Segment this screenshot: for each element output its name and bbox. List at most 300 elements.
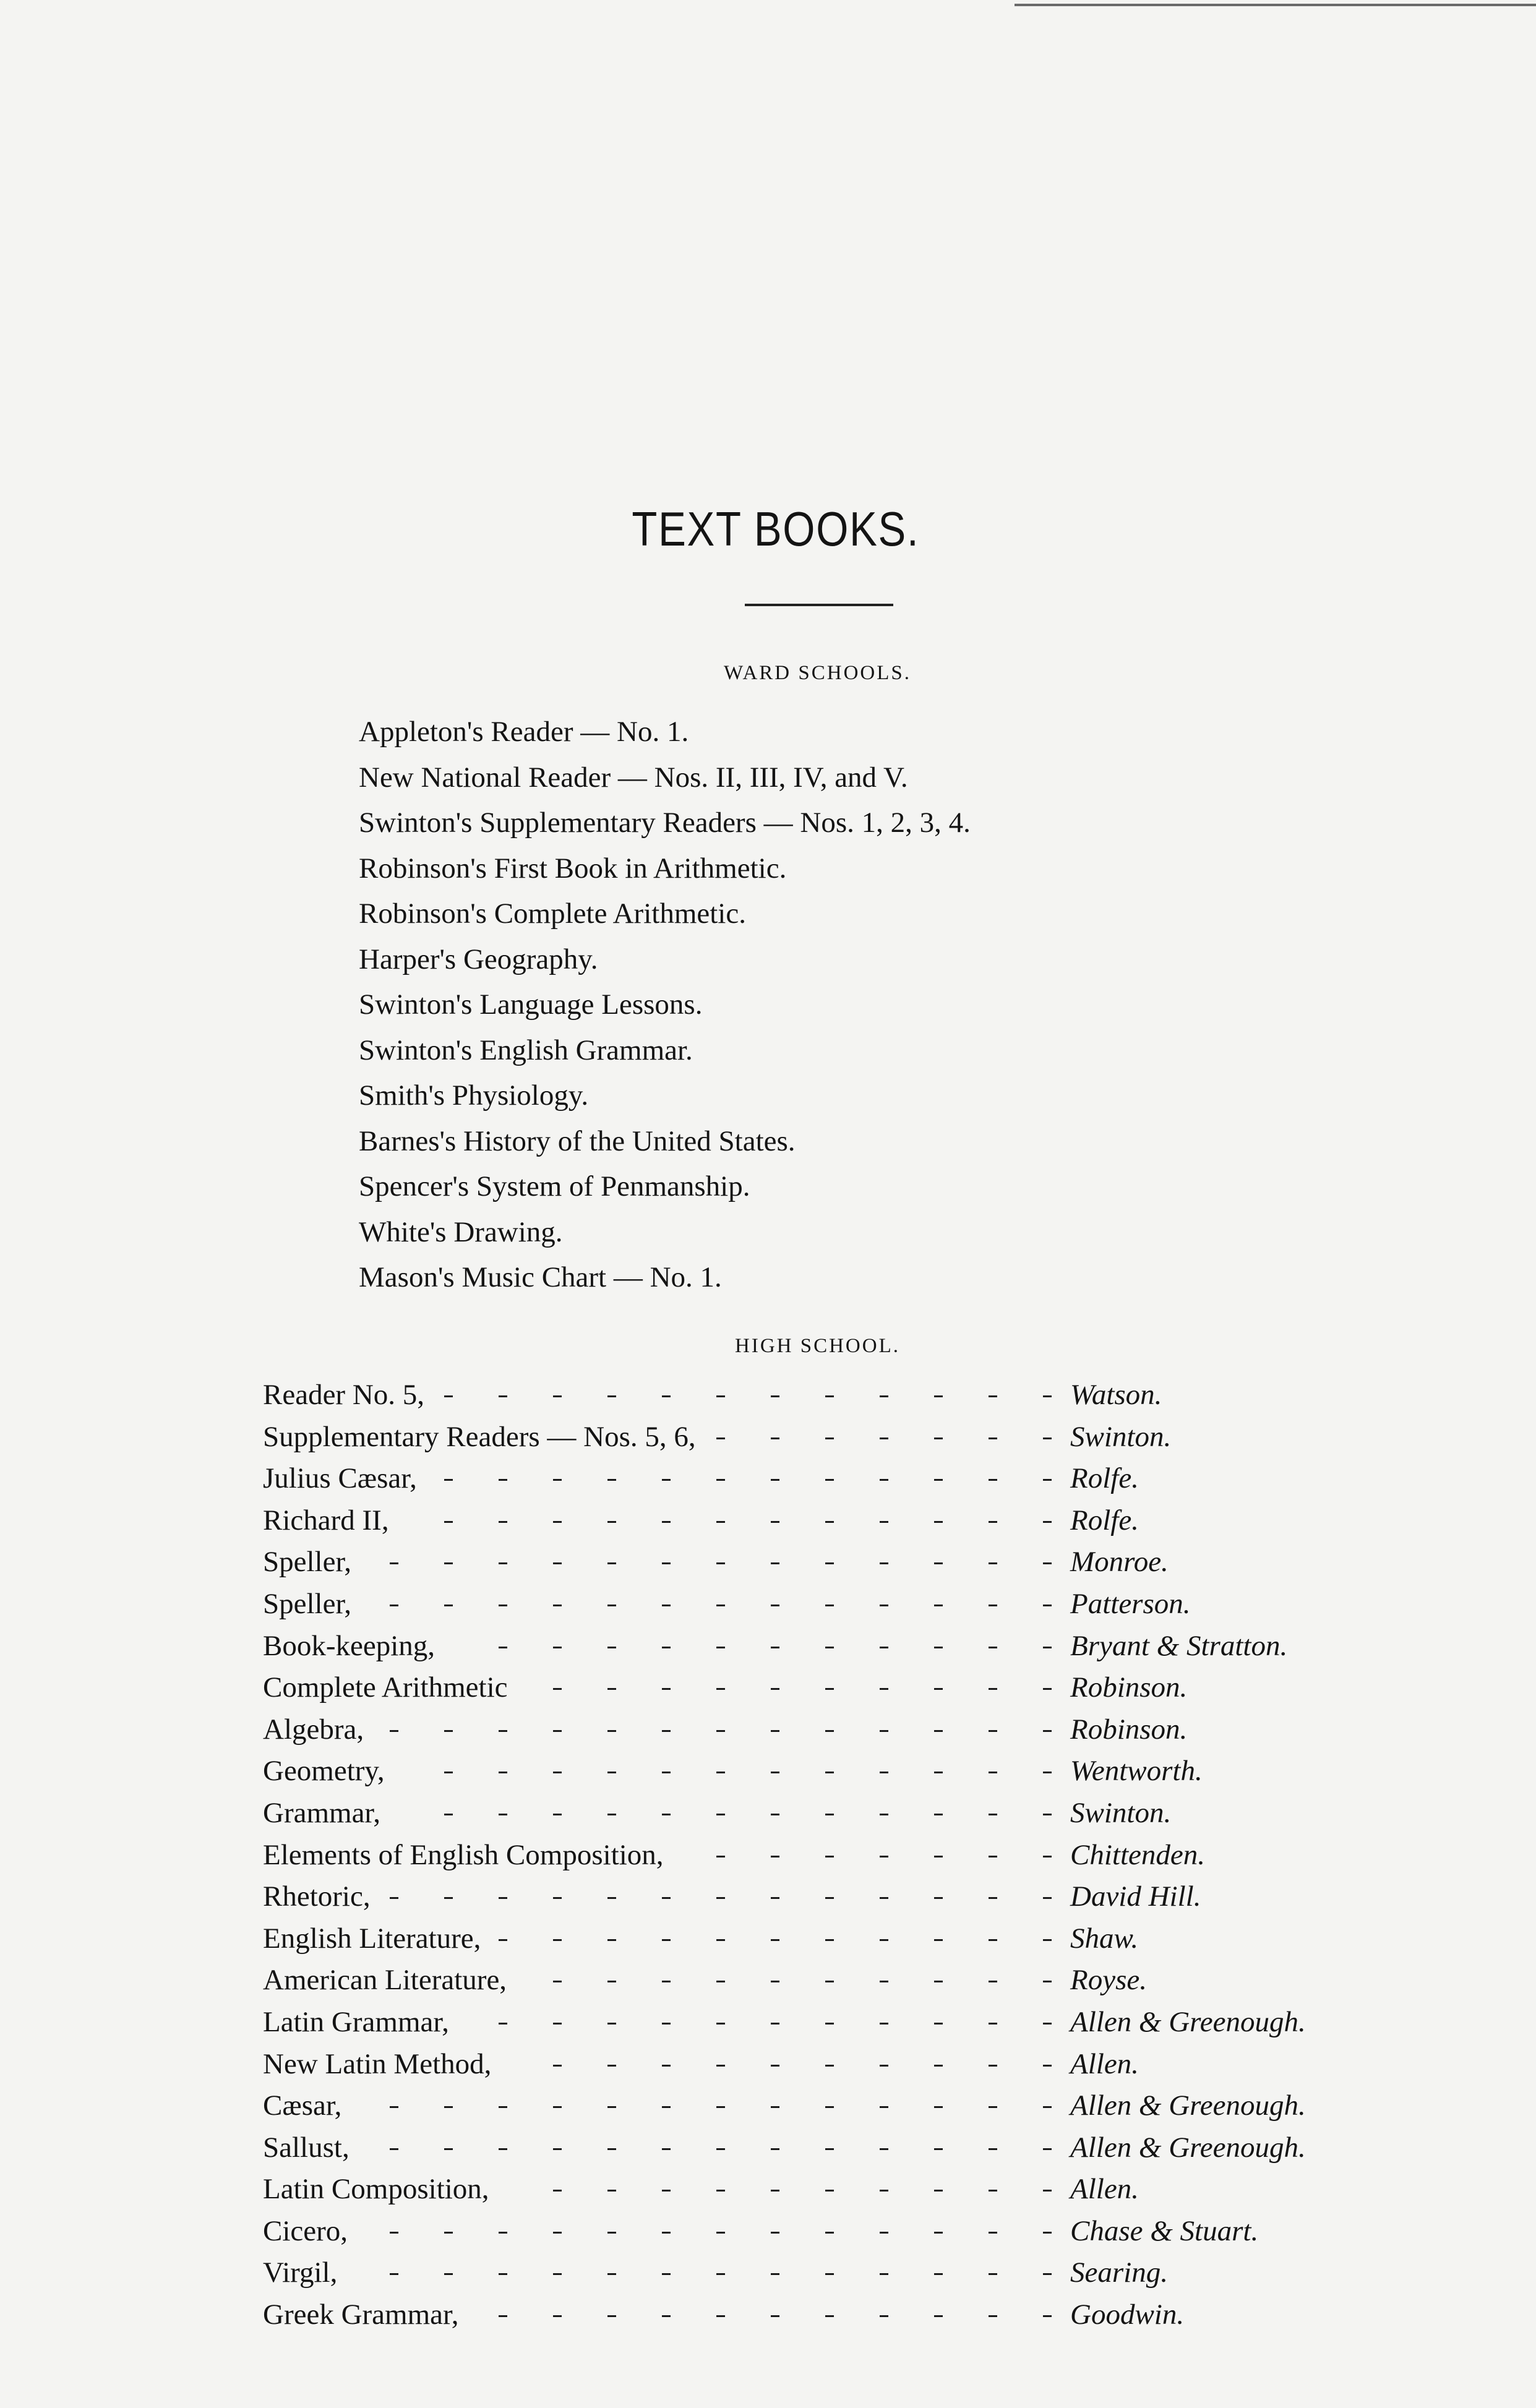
- leader-dash: [880, 1521, 888, 1523]
- leader-dash: [553, 1939, 562, 1941]
- leader-dash: [499, 2232, 507, 2234]
- leader-dash: [934, 1981, 943, 1982]
- leader-dash: [444, 2273, 453, 2275]
- book-author: Swinton.: [1070, 1796, 1172, 1829]
- leader-dash: [716, 1897, 725, 1899]
- leader-dash: [553, 2023, 562, 2025]
- leader-dash: [989, 1688, 997, 1690]
- high-school-book-table: [263, 1374, 1352, 2336]
- leader-dash: [662, 2315, 671, 2317]
- leader-dash: [989, 1939, 997, 1941]
- leader-dash: [934, 2023, 943, 2025]
- book-title: Latin Composition,: [263, 2173, 489, 2206]
- leader-dash: [989, 1772, 997, 1773]
- ward-book-item: Swinton's Supplementary Readers — Nos. 1, 2, 3, 4.: [359, 807, 971, 839]
- leader-dash: [607, 2232, 616, 2234]
- leader-dash: [716, 1562, 725, 1564]
- leader-dash: [390, 2106, 398, 2108]
- leader-dash: [607, 2315, 616, 2317]
- leader-dash: [934, 2190, 943, 2192]
- leader-dash: [989, 1856, 997, 1857]
- leader-dash: [989, 1605, 997, 1606]
- leader-dash: [934, 1438, 943, 1439]
- book-author: Monroe.: [1070, 1546, 1169, 1579]
- leader-dash: [880, 1688, 888, 1690]
- leader-dash: [553, 2315, 562, 2317]
- leader-dash: [662, 1814, 671, 1815]
- leader-dash: [716, 1605, 725, 1606]
- leader-dash: [390, 2148, 398, 2150]
- leader-dash: [825, 1605, 834, 1606]
- leader-dash: [880, 1772, 888, 1773]
- leader-dash: [771, 1438, 779, 1439]
- leader-dash: [1043, 1688, 1052, 1690]
- leader-dash: [716, 1395, 725, 1397]
- leader-dash: [716, 1772, 725, 1773]
- leader-dash: [934, 1730, 943, 1732]
- leader-dash: [1043, 1730, 1052, 1732]
- leader-dash: [1043, 2232, 1052, 2234]
- leader-dash: [716, 1688, 725, 1690]
- leader-dash: [825, 2190, 834, 2192]
- book-title: Cæsar,: [263, 2089, 342, 2122]
- leader-dash: [499, 2106, 507, 2108]
- top-edge-rule: [1015, 4, 1536, 6]
- leader-dash: [499, 1605, 507, 1606]
- leader-dash: [934, 1897, 943, 1899]
- leader-dash: [825, 1772, 834, 1773]
- high-school-row: [263, 2169, 1352, 2211]
- ward-schools-heading: WARD SCHOOLS.: [723, 662, 912, 684]
- leader-dash: [989, 1521, 997, 1523]
- book-author: Bryant & Stratton.: [1070, 1629, 1288, 1662]
- high-school-row: [263, 1626, 1352, 1668]
- leader-dash: [390, 1897, 398, 1899]
- leader-dash: [499, 1395, 507, 1397]
- leader-dash: [989, 1647, 997, 1648]
- book-author: Allen.: [1070, 2047, 1139, 2080]
- high-school-row: [263, 2127, 1352, 2169]
- leader-dash: [499, 1647, 507, 1648]
- leader-dash: [880, 1562, 888, 1564]
- leader-dash: [662, 1479, 671, 1481]
- leader-dash: [1043, 1605, 1052, 1606]
- leader-dash: [825, 1479, 834, 1481]
- leader-dash: [607, 1479, 616, 1481]
- leader-dash: [1043, 1897, 1052, 1899]
- leader-dash: [771, 1562, 779, 1564]
- leader-dash: [989, 1395, 997, 1397]
- book-author: Watson.: [1070, 1379, 1162, 1411]
- leader-dash: [553, 1562, 562, 1564]
- book-author: David Hill.: [1070, 1880, 1201, 1913]
- leader-dash: [444, 1562, 453, 1564]
- leader-dash: [444, 1897, 453, 1899]
- leader-dash: [880, 2023, 888, 2025]
- book-author: Goodwin.: [1070, 2299, 1185, 2331]
- leader-dash: [880, 1605, 888, 1606]
- leader-dash: [1043, 1647, 1052, 1648]
- book-author: Allen & Greenough.: [1070, 2131, 1306, 2164]
- high-school-row: [263, 1835, 1352, 1877]
- leader-dash: [499, 2273, 507, 2275]
- ward-book-item: Appleton's Reader — No. 1.: [359, 716, 689, 748]
- high-school-row: [263, 2044, 1352, 2086]
- leader-dash: [880, 1479, 888, 1481]
- leader-dash: [553, 1897, 562, 1899]
- leader-dash: [825, 2065, 834, 2067]
- high-school-row: [263, 1374, 1352, 1416]
- leader-dash: [771, 2023, 779, 2025]
- high-school-row: [263, 1918, 1352, 1960]
- leader-dash: [934, 2315, 943, 2317]
- leader-dash: [716, 1730, 725, 1732]
- page-title: TEXT BOOKS.: [632, 502, 920, 556]
- leader-dash: [607, 1939, 616, 1941]
- book-title: Sallust,: [263, 2131, 350, 2164]
- leader-dash: [825, 1438, 834, 1439]
- leader-dash: [662, 2023, 671, 2025]
- leader-dash: [880, 2148, 888, 2150]
- title-divider: [745, 604, 893, 606]
- leader-dash: [716, 2065, 725, 2067]
- book-author: Chase & Stuart.: [1070, 2214, 1259, 2247]
- book-author: Robinson.: [1070, 1713, 1188, 1746]
- high-school-row: [263, 2002, 1352, 2044]
- leader-dash: [390, 2273, 398, 2275]
- leader-dash: [499, 1562, 507, 1564]
- leader-dash: [607, 2023, 616, 2025]
- book-author: Wentworth.: [1070, 1755, 1203, 1788]
- leader-dash: [771, 1730, 779, 1732]
- high-school-row: [263, 1667, 1352, 1709]
- leader-dash: [825, 2148, 834, 2150]
- leader-dash: [989, 1814, 997, 1815]
- book-title: Julius Cæsar,: [263, 1462, 417, 1495]
- leader-dash: [989, 2273, 997, 2275]
- high-school-heading: HIGH SCHOOL.: [735, 1335, 900, 1357]
- leader-dash: [607, 1605, 616, 1606]
- book-author: Swinton.: [1070, 1420, 1172, 1453]
- leader-dash: [553, 1981, 562, 1982]
- leader-dash: [662, 1688, 671, 1690]
- leader-dash: [934, 1521, 943, 1523]
- leader-dash: [880, 1395, 888, 1397]
- leader-dash: [607, 1897, 616, 1899]
- leader-dash: [771, 1772, 779, 1773]
- book-title: Greek Grammar,: [263, 2299, 459, 2331]
- leader-dash: [716, 2190, 725, 2192]
- leader-dash: [716, 1939, 725, 1941]
- leader-dash: [499, 1521, 507, 1523]
- leader-dash: [662, 2232, 671, 2234]
- book-author: Rolfe.: [1070, 1504, 1139, 1536]
- high-school-row: [263, 1750, 1352, 1793]
- leader-dash: [607, 1688, 616, 1690]
- leader-dash: [934, 1814, 943, 1815]
- leader-dash: [716, 2232, 725, 2234]
- leader-dash: [934, 1856, 943, 1857]
- leader-dash: [716, 2148, 725, 2150]
- leader-dash: [771, 2065, 779, 2067]
- book-title: Virgil,: [263, 2256, 338, 2289]
- leader-dash: [607, 2106, 616, 2108]
- leader-dash: [499, 2148, 507, 2150]
- leader-dash: [499, 1897, 507, 1899]
- book-title: New Latin Method,: [263, 2047, 492, 2080]
- leader-dash: [1043, 2315, 1052, 2317]
- leader-dash: [771, 1897, 779, 1899]
- high-school-row: [263, 2294, 1352, 2336]
- leader-dash: [934, 1605, 943, 1606]
- leader-dash: [825, 1647, 834, 1648]
- leader-dash: [553, 2190, 562, 2192]
- leader-dash: [662, 2065, 671, 2067]
- leader-dash: [989, 2232, 997, 2234]
- leader-dash: [553, 1772, 562, 1773]
- leader-dash: [989, 2106, 997, 2108]
- leader-dash: [662, 1730, 671, 1732]
- leader-dash: [1043, 1814, 1052, 1815]
- leader-dash: [390, 1730, 398, 1732]
- leader-dash: [934, 2065, 943, 2067]
- leader-dash: [662, 1521, 671, 1523]
- leader-dash: [444, 2232, 453, 2234]
- leader-dash: [934, 1772, 943, 1773]
- leader-dash: [716, 2315, 725, 2317]
- ward-book-item: Swinton's English Grammar.: [359, 1034, 693, 1066]
- high-school-row: [263, 1458, 1352, 1500]
- book-title: Grammar,: [263, 1796, 380, 1829]
- leader-dash: [1043, 2065, 1052, 2067]
- leader-dash: [825, 1521, 834, 1523]
- leader-dash: [662, 1395, 671, 1397]
- high-school-row: [263, 2085, 1352, 2127]
- ward-schools-book-list: [359, 709, 971, 1301]
- leader-dash: [1043, 1981, 1052, 1982]
- leader-dash: [880, 1438, 888, 1439]
- leader-dash: [553, 2148, 562, 2150]
- leader-dash: [607, 1521, 616, 1523]
- leader-dash: [880, 1897, 888, 1899]
- leader-dash: [1043, 2148, 1052, 2150]
- leader-dash: [825, 1939, 834, 1941]
- leader-dash: [390, 1605, 398, 1606]
- leader-dash: [934, 1939, 943, 1941]
- leader-dash: [771, 2315, 779, 2317]
- book-title: Book-keeping,: [263, 1629, 435, 1662]
- leader-dash: [989, 1981, 997, 1982]
- leader-dash: [499, 1730, 507, 1732]
- leader-dash: [553, 1521, 562, 1523]
- leader-dash: [771, 2190, 779, 2192]
- leader-dash: [607, 1395, 616, 1397]
- leader-dash: [716, 1856, 725, 1857]
- leader-dash: [880, 1814, 888, 1815]
- leader-dash: [989, 2023, 997, 2025]
- leader-dash: [825, 1814, 834, 1815]
- leader-dash: [1043, 1772, 1052, 1773]
- leader-dash: [1043, 1562, 1052, 1564]
- leader-dash: [1043, 2106, 1052, 2108]
- leader-dash: [553, 1814, 562, 1815]
- leader-dash: [662, 1647, 671, 1648]
- leader-dash: [607, 2190, 616, 2192]
- leader-dash: [553, 1730, 562, 1732]
- leader-dash: [607, 1814, 616, 1815]
- ward-book-item: Harper's Geography.: [359, 943, 598, 975]
- leader-dash: [444, 1521, 453, 1523]
- book-title: Latin Grammar,: [263, 2005, 449, 2038]
- high-school-row: [263, 1960, 1352, 2002]
- leader-dash: [662, 2106, 671, 2108]
- leader-dash: [771, 1479, 779, 1481]
- high-school-row: [263, 1500, 1352, 1542]
- leader-dash: [1043, 1521, 1052, 1523]
- leader-dash: [825, 2273, 834, 2275]
- leader-dash: [880, 1730, 888, 1732]
- book-title: Cicero,: [263, 2214, 348, 2247]
- leader-dash: [880, 1981, 888, 1982]
- high-school-row: [263, 1709, 1352, 1751]
- leader-dash: [1043, 1395, 1052, 1397]
- leader-dash: [771, 1939, 779, 1941]
- book-author: Searing.: [1070, 2256, 1168, 2289]
- leader-dash: [989, 1479, 997, 1481]
- book-author: Allen & Greenough.: [1070, 2005, 1306, 2038]
- leader-dash: [499, 1939, 507, 1941]
- leader-dash: [880, 2065, 888, 2067]
- leader-dash: [934, 2106, 943, 2108]
- leader-dash: [553, 2065, 562, 2067]
- ward-book-item: Swinton's Language Lessons.: [359, 988, 703, 1021]
- leader-dash: [444, 1814, 453, 1815]
- leader-dash: [880, 1939, 888, 1941]
- leader-dash: [499, 2023, 507, 2025]
- book-title: Richard II,: [263, 1504, 389, 1536]
- leader-dash: [662, 2190, 671, 2192]
- leader-dash: [825, 2106, 834, 2108]
- high-school-row: [263, 1583, 1352, 1626]
- leader-dash: [499, 1814, 507, 1815]
- ward-book-item: Robinson's Complete Arithmetic.: [359, 898, 746, 930]
- book-title: Elements of English Composition,: [263, 1838, 664, 1871]
- leader-dash: [771, 2273, 779, 2275]
- leader-dash: [880, 2273, 888, 2275]
- leader-dash: [989, 1438, 997, 1439]
- leader-dash: [825, 1856, 834, 1857]
- ward-book-item: Barnes's History of the United States.: [359, 1125, 796, 1157]
- book-author: Allen.: [1070, 2173, 1139, 2206]
- book-title: Speller,: [263, 1546, 351, 1579]
- book-title: Supplementary Readers — Nos. 5, 6,: [263, 1420, 696, 1453]
- leader-dash: [880, 1856, 888, 1857]
- leader-dash: [553, 1479, 562, 1481]
- leader-dash: [1043, 2273, 1052, 2275]
- ward-book-item: Spencer's System of Penmanship.: [359, 1170, 750, 1202]
- book-title: Rhetoric,: [263, 1880, 371, 1913]
- leader-dash: [825, 1562, 834, 1564]
- high-school-row: [263, 1541, 1352, 1583]
- leader-dash: [934, 1395, 943, 1397]
- leader-dash: [444, 1730, 453, 1732]
- leader-dash: [771, 2106, 779, 2108]
- leader-dash: [444, 2106, 453, 2108]
- leader-dash: [771, 1605, 779, 1606]
- leader-dash: [825, 2023, 834, 2025]
- leader-dash: [444, 1772, 453, 1773]
- ward-book-item: Robinson's First Book in Arithmetic.: [359, 852, 787, 885]
- book-title: Algebra,: [263, 1713, 364, 1746]
- leader-dash: [607, 1562, 616, 1564]
- leader-dash: [662, 1772, 671, 1773]
- leader-dash: [880, 2315, 888, 2317]
- leader-dash: [771, 1856, 779, 1857]
- book-title: Complete Arithmetic: [263, 1671, 508, 1704]
- leader-dash: [880, 1647, 888, 1648]
- leader-dash: [825, 2232, 834, 2234]
- leader-dash: [553, 1647, 562, 1648]
- leader-dash: [553, 2106, 562, 2108]
- leader-dash: [716, 2106, 725, 2108]
- leader-dash: [825, 2315, 834, 2317]
- leader-dash: [1043, 1438, 1052, 1439]
- leader-dash: [607, 1647, 616, 1648]
- leader-dash: [607, 2148, 616, 2150]
- leader-dash: [553, 1605, 562, 1606]
- leader-dash: [716, 1981, 725, 1982]
- leader-dash: [662, 1981, 671, 1982]
- high-school-row: [263, 2211, 1352, 2253]
- leader-dash: [553, 1688, 562, 1690]
- leader-dash: [444, 1479, 453, 1481]
- leader-dash: [934, 1647, 943, 1648]
- book-title: Geometry,: [263, 1755, 385, 1788]
- leader-dash: [607, 2273, 616, 2275]
- leader-dash: [444, 1395, 453, 1397]
- leader-dash: [607, 2065, 616, 2067]
- leader-dash: [607, 1981, 616, 1982]
- leader-dash: [771, 2148, 779, 2150]
- leader-dash: [825, 1688, 834, 1690]
- ward-book-item: New National Reader — Nos. II, III, IV, and V.: [359, 761, 908, 794]
- leader-dash: [825, 1730, 834, 1732]
- book-title: Speller,: [263, 1587, 351, 1620]
- leader-dash: [989, 2148, 997, 2150]
- leader-dash: [989, 2190, 997, 2192]
- leader-dash: [989, 1562, 997, 1564]
- leader-dash: [553, 2232, 562, 2234]
- high-school-row: [263, 1416, 1352, 1459]
- ward-book-item: White's Drawing.: [359, 1215, 563, 1248]
- leader-dash: [1043, 2023, 1052, 2025]
- leader-dash: [1043, 2190, 1052, 2192]
- leader-dash: [1043, 1939, 1052, 1941]
- leader-dash: [771, 2232, 779, 2234]
- book-title: Reader No. 5,: [263, 1379, 425, 1411]
- leader-dash: [662, 1562, 671, 1564]
- leader-dash: [989, 2315, 997, 2317]
- book-title: English Literature,: [263, 1922, 481, 1955]
- ward-book-item: Smith's Physiology.: [359, 1079, 589, 1112]
- leader-dash: [716, 1438, 725, 1439]
- leader-dash: [771, 1688, 779, 1690]
- ward-book-item: Mason's Music Chart — No. 1.: [359, 1261, 722, 1293]
- leader-dash: [716, 2273, 725, 2275]
- leader-dash: [499, 1772, 507, 1773]
- book-author: Allen & Greenough.: [1070, 2089, 1306, 2122]
- leader-dash: [880, 2106, 888, 2108]
